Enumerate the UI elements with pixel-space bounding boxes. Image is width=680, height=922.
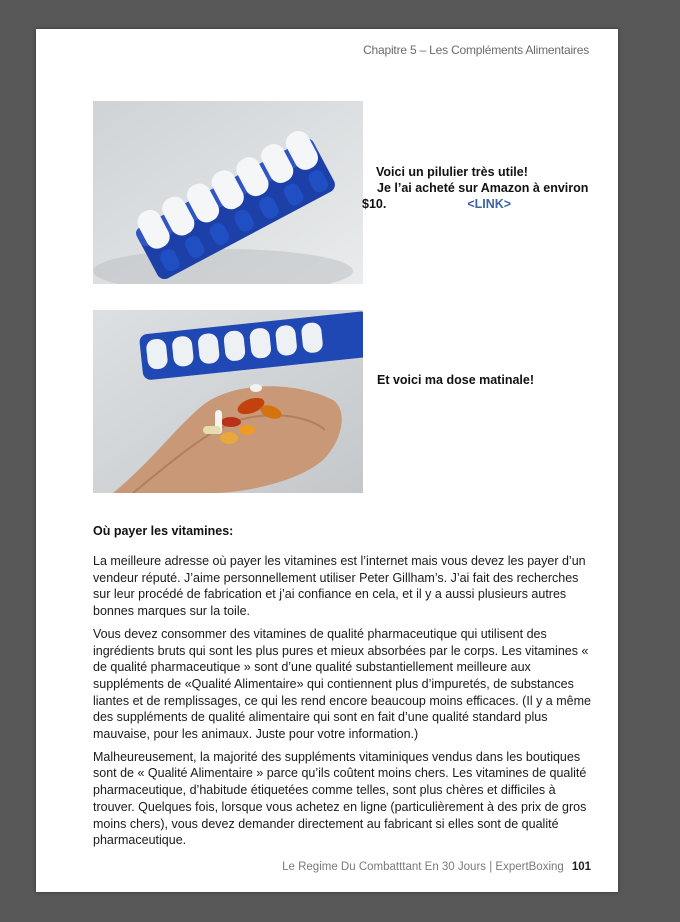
body-text — [93, 553, 593, 855]
amazon-link[interactable]: <LINK> — [467, 197, 512, 211]
section-heading: Où payer les vitamines: — [93, 524, 234, 538]
caption-line-2: Je l’ai acheté sur Amazon à environ — [377, 181, 589, 195]
document-page — [36, 29, 618, 892]
footer-text: Le Regime Du Combatttant En 30 Jours | ExpertBoxing — [282, 861, 564, 873]
paragraph-3: Malheureusement, la majorité des suppléments vitaminiques vendus dans les boutiques sont de « Qualité Alimentaire » parce qu’ils coûtent moins chers. Les vitamines de qualité pharmaceutique, d’habitude étiquetées comme telles, sont plus chères et difficiles à trouver. Quelques fois, lorsque vous achetez en ligne (particulièrement à des prix de gros moins chers), vous devez demander directement au fabricant si elles sont de qualité pharmaceutique. — [93, 749, 587, 848]
pill-organizer-photo — [93, 101, 363, 284]
page-footer — [282, 861, 591, 873]
morning-dose-caption: Et voici ma dose matinale! — [377, 373, 534, 387]
chapter-header: Chapitre 5 – Les Compléments Alimentaires — [363, 43, 589, 57]
hand-with-pills-photo — [93, 310, 363, 493]
page-number: 101 — [571, 861, 591, 873]
paragraph-2: Vous devez consommer des vitamines de qualité pharmaceutique qui utilisent des ingrédients bruts qui sont les plus pures et mieux absorbées par le corps. Les vitamines « de qualité pharmaceutique » sont d’une qualité substantiellement meilleure aux suppléments de «Qualité Alimentaire» qui contiennent plus d’impuretés, de substances liantes et de remplissages, ce qui les rend encore beaucoup moins efficaces. (Il y a même des suppléments de qualité alimentaire qui sont en fait d’une qualité standard plus mauvaise, pour les animaux. Juste pour votre information.) — [93, 626, 591, 742]
caption-line-1: Voici un pilulier très utile! — [376, 165, 528, 179]
pill-organizer-caption — [362, 164, 612, 212]
paragraph-1: La meilleure adresse où payer les vitamines est l’internet mais vous devez les payer d’un vendeur réputé. J’aime personnellement utiliser Peter Gillham’s. J’ai fait des recherches sur leur procédé de fabrication et j’ai confiance en cela, et il y a aussi plusieurs autres bonnes marques sur la toile. — [93, 554, 586, 619]
caption-line-3 — [362, 196, 612, 212]
price-text: $10. — [362, 197, 387, 211]
